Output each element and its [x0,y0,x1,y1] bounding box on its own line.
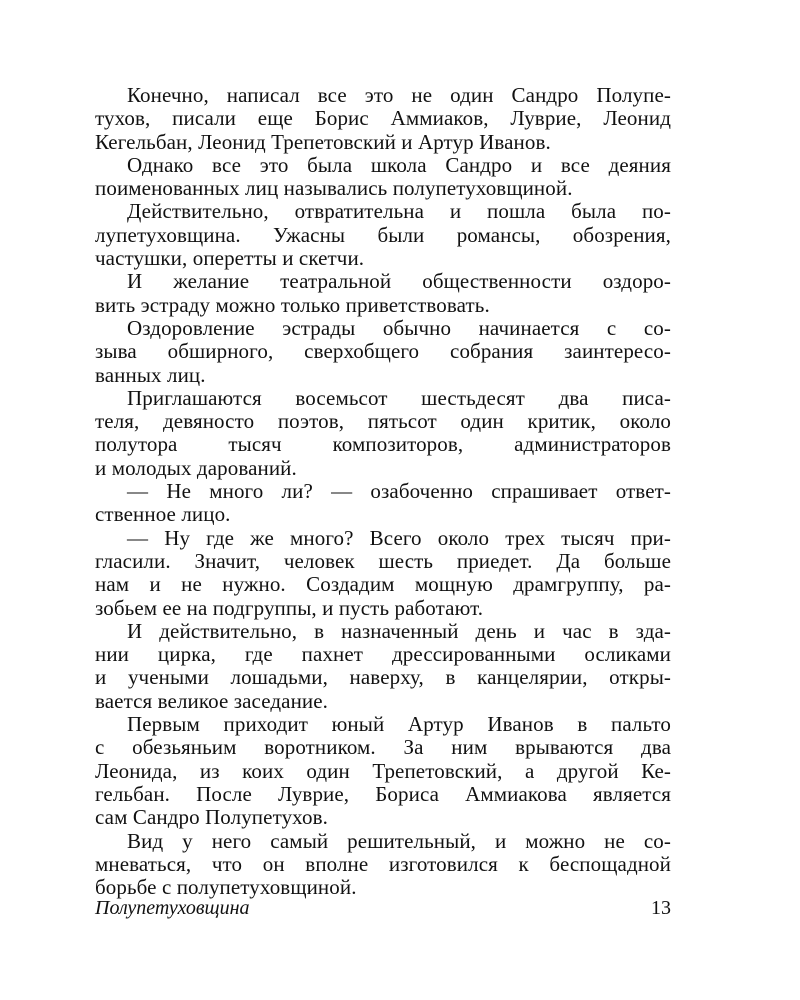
text-line: поименованных лиц назывались полупетуховщиной. [95,176,573,201]
text-line: ственное лицо. [95,502,231,527]
text-line: И желание театральной общественности оздоро- [127,269,671,294]
text-line: Оздоровление эстрады обычно начинается с со- [127,315,671,340]
text-line: теля, девяносто поэтов, пятьсот один критик, около [95,409,671,434]
text-line: Первым приходит юный Артур Иванов в пальто [127,712,671,737]
text-line: Вид у него самый решительный, и можно не со- [127,828,671,853]
text-line: гельбан. После Луврие, Бориса Аммиакова является [95,781,671,806]
text-line: нии цирка, где пахнет дрессированными осликами [95,642,671,667]
text-line: — Не много ли? — озабоченно спрашивает ответ- [127,479,671,504]
text-line: Кегельбан, Леонид Трепетовский и Артур Иванов. [95,129,551,154]
text-line: ванных лиц. [95,362,206,387]
text-line: мневаться, что он вполне изготовился к беспощадной [95,851,671,876]
text-line: нам и не нужно. Создадим мощную драмгруппу, ра- [95,572,671,597]
text-line: с обезьяньим воротником. За ним врываются два [95,735,671,760]
text-line: И действительно, в назначенный день и час в зда- [127,618,671,643]
body-text [95,84,671,899]
text-line: зобьем ее на подгруппы, и пусть работают. [95,595,484,620]
text-line: Конечно, написал все это не один Сандро Полупе- [127,83,671,107]
running-title: Полупетуховщина [95,897,250,919]
text-line: гласили. Значит, человек шесть приедет. Да больше [95,548,671,573]
text-line: частушки, оперетты и скетчи. [95,246,365,271]
text-line: Леонида, из коих один Трепетовский, а другой Ке- [95,758,671,783]
text-line: Приглашаются восемьсот шестьдесят два писа- [127,385,671,410]
text-line: и молодых дарований. [95,455,297,480]
text-line: тухов, писали еще Борис Аммиаков, Луврие, Леонид [95,106,671,131]
text-line: полутора тысяч композиторов, администраторов [95,432,671,457]
text-line: зыва обширного, сверхобщего собрания заинтересо- [95,339,671,364]
text-line: борьбе с полупетуховщиной. [95,875,357,900]
text-line: вить эстраду можно только приветствовать. [95,292,490,317]
text-line: и учеными лошадьми, наверху, в канцелярии, откры- [95,665,671,690]
text-line: — Ну где же много? Всего около трех тысяч при- [127,525,671,550]
text-line: вается великое заседание. [95,688,329,713]
text-line: Действительно, отвратительна и пошла была по- [127,199,671,224]
text-line: лупетуховщина. Ужасны были романсы, обозрения, [95,222,671,247]
text-line: сам Сандро Полупетухов. [95,805,328,830]
text-line: Однако все это была школа Сандро и все деяния [127,152,671,177]
page-number: 13 [651,897,671,919]
